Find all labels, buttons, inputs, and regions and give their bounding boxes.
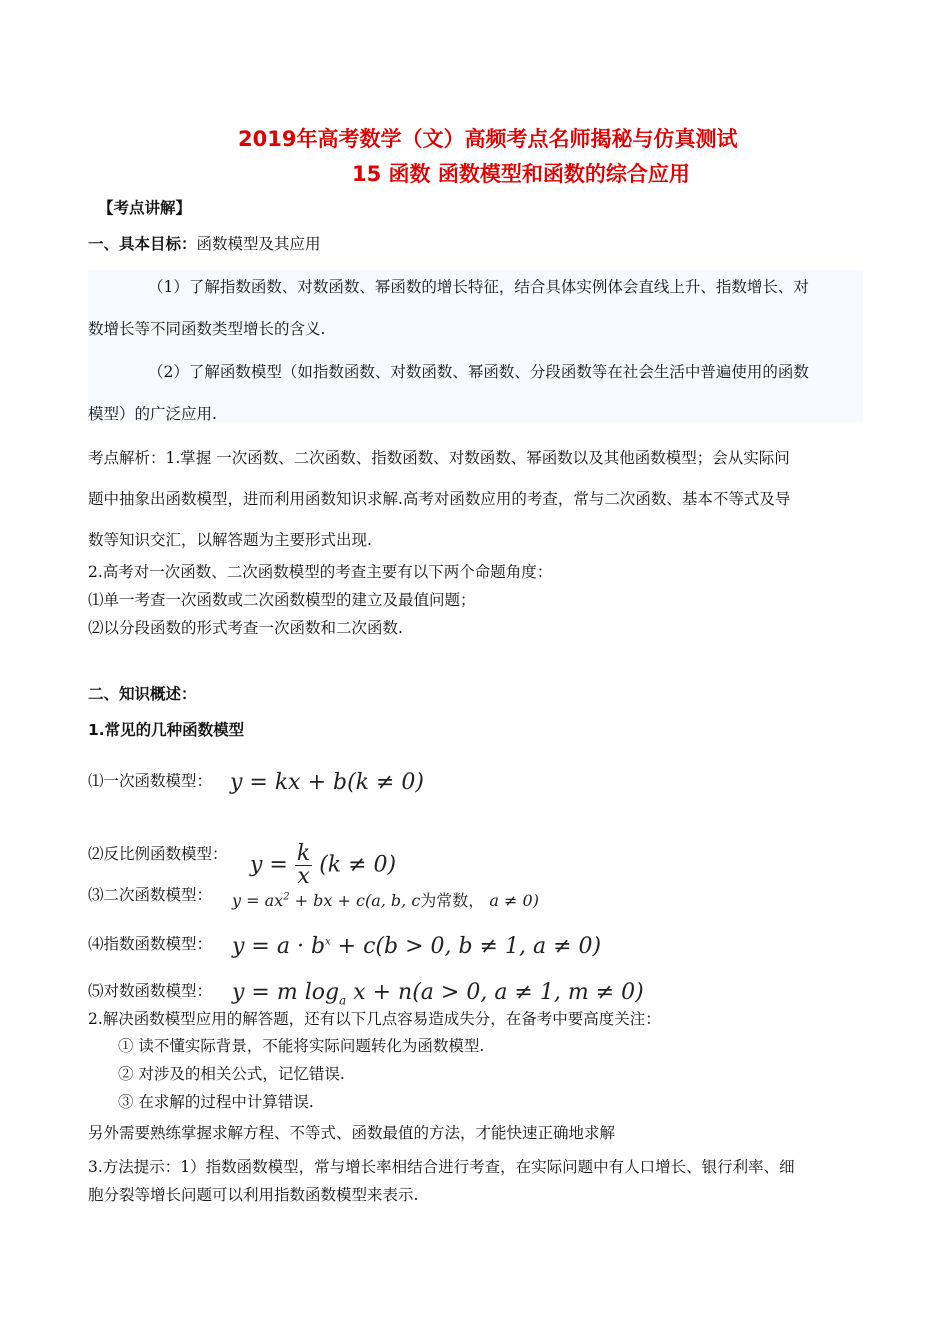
formula-logarithmic-base: a xyxy=(339,993,347,1008)
analysis-line3: 数等知识交汇，以解答题为主要形式出现. xyxy=(88,531,372,549)
formula-exponential xyxy=(232,934,601,959)
goal-label: 一、具本目标： xyxy=(88,235,197,253)
formula-inverse-denominator: x xyxy=(297,864,310,889)
errors-extra: 另外需要熟练掌握求解方程、不等式、函数最值的方法，才能快速正确地求解 xyxy=(88,1124,616,1142)
section-heading-overview: 二、知识概述： xyxy=(88,685,197,703)
formula-quadratic-part-a: y = ax xyxy=(232,891,284,910)
formula-logarithmic xyxy=(232,980,644,1007)
formula-inverse xyxy=(250,843,396,888)
error-item-3: ③ 在求解的过程中计算错误. xyxy=(118,1093,314,1111)
objective-2-line1: （2）了解函数模型（如指数函数、对数函数、幂函数、分段函数等在社会生活中普遍使用的函数 xyxy=(148,363,809,381)
formula-inverse-numerator: k xyxy=(296,841,311,866)
model-label-exponential: ⑷指数函数模型： xyxy=(88,935,213,953)
formula-quadratic-exponent: 2 xyxy=(283,891,290,903)
formula-logarithmic-part-a: y = m log xyxy=(232,980,340,1005)
model-label-logarithmic: ⑸对数函数模型： xyxy=(88,982,213,1000)
objective-1-line2: 数增长等不同函数类型增长的含义. xyxy=(88,320,326,338)
error-item-2: ② 对涉及的相关公式，记忆错误. xyxy=(118,1065,345,1083)
method-line2: 胞分裂等增长问题可以利用指数函数模型来表示. xyxy=(88,1186,419,1204)
analysis-line4: 2.高考对一次函数、二次函数模型的考查主要有以下两个命题角度： xyxy=(88,563,553,581)
analysis-line2: 题中抽象出函数模型，进而利用函数知识求解.高考对函数应用的考查，常与二次函数、基本不等式及导 xyxy=(88,490,791,508)
analysis-line6: ⑵以分段函数的形式考查一次函数和二次函数. xyxy=(88,619,403,637)
formula-exponential-part-b: + c(b > 0, b ≠ 1, a ≠ 0) xyxy=(330,934,602,959)
method-line1: 3.方法提示：1）指数函数模型，常与增长率相结合进行考查，在实际问题中有人口增长、银行利率、细 xyxy=(88,1158,795,1176)
analysis-line5: ⑴单一考查一次函数或二次函数模型的建立及最值问题； xyxy=(88,591,476,609)
formula-logarithmic-part-b: x + n(a > 0, a ≠ 1, m ≠ 0) xyxy=(346,980,644,1005)
error-item-1: ① 读不懂实际背景，不能将实际问题转化为函数模型. xyxy=(118,1037,485,1055)
model-label-linear: ⑴一次函数模型： xyxy=(88,772,213,790)
goal-text: 函数模型及其应用 xyxy=(196,235,321,253)
model-label-quadratic: ⑶二次函数模型： xyxy=(88,886,213,904)
formula-quadratic-part-b: + bx + c(a, b, c xyxy=(289,891,421,910)
page-title: 2019年高考数学（文）高频考点名师揭秘与仿真测试 xyxy=(238,127,738,151)
analysis-line1: 考点解析：1.掌握 一次函数、二次函数、指数函数、对数函数、幂函数以及其他函数模型；会从实际问 xyxy=(88,449,790,467)
objective-1-line1: （1）了解指数函数、对数函数、幂函数的增长特征，结合具体实例体会直线上升、指数增长、对 xyxy=(148,278,809,296)
objective-2-line2: 模型）的广泛应用. xyxy=(88,405,217,423)
formula-linear: y = kx + b(k ≠ 0) xyxy=(230,770,425,795)
formula-inverse-condition: (k ≠ 0) xyxy=(319,852,397,878)
formula-quadratic-note: 为常数， xyxy=(420,891,485,910)
formula-inverse-fraction xyxy=(295,843,312,888)
page-subtitle: 15 函数 函数模型和函数的综合应用 xyxy=(352,162,690,186)
formula-exponential-part-a: y = a · b xyxy=(232,934,326,959)
formula-quadratic-part-d: a ≠ 0) xyxy=(489,891,539,910)
errors-intro: 2.解决函数模型应用的解答题，还有以下几点容易造成失分，在备考中要高度关注： xyxy=(88,1010,661,1028)
subheading-models: 1.常见的几种函数模型 xyxy=(88,721,245,739)
formula-exponential-exponent: x xyxy=(325,936,331,948)
model-label-inverse: ⑵反比例函数模型： xyxy=(88,845,228,863)
section-heading-kaodian: 【考点讲解】 xyxy=(98,199,192,217)
goal-line xyxy=(88,234,321,254)
formula-quadratic xyxy=(232,888,539,911)
formula-inverse-lhs: y = xyxy=(250,852,288,878)
